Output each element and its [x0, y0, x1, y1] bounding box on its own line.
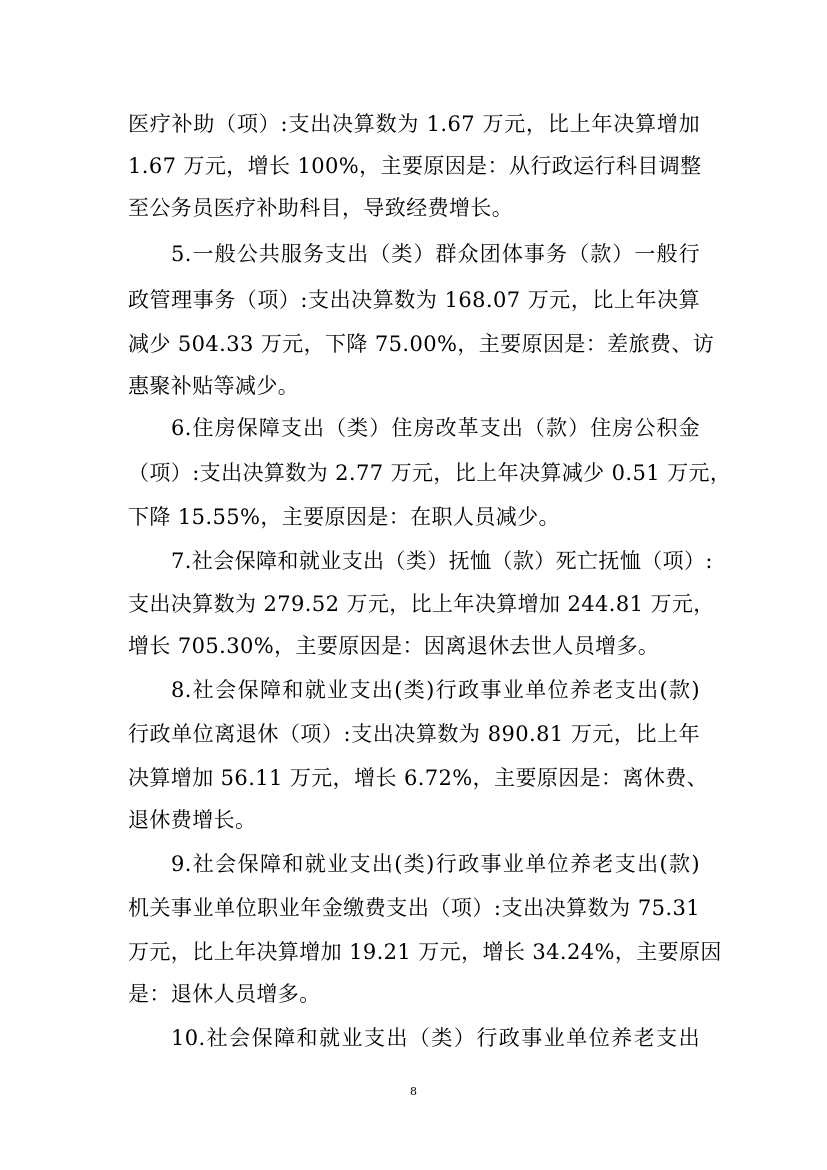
text-line: 下降 15.55%，主要原因是：在职人员减少。 — [128, 505, 560, 529]
text-line: 决算增加 56.11 万元，增长 6.72%，主要原因是：离休费、 — [128, 766, 709, 790]
paragraph-first-line: 6.住房保障支出（类）住房改革支出（款）住房公积金 — [171, 416, 700, 440]
text-line: 行政单位离退休（项）:支出决算数为 890.81 万元，比上年 — [128, 722, 700, 746]
text-line: （项）:支出决算数为 2.77 万元，比上年决算减少 0.51 万元， — [128, 461, 732, 485]
paragraph-first-line: 8.社会保障和就业支出(类)行政事业单位养老支出(款) — [171, 678, 700, 702]
text-line: 万元，比上年决算增加 19.21 万元，增长 34.24%，主要原因 — [128, 940, 722, 964]
paragraph-first-line: 5.一般公共服务支出（类）群众团体事务（款）一般行 — [171, 242, 700, 266]
text-line: 是：退休人员增多。 — [128, 982, 321, 1006]
text-line: 惠聚补贴等减少。 — [128, 374, 300, 398]
text-line: 1.67 万元，增长 100%，主要原因是：从行政运行科目调整 — [128, 154, 702, 178]
text-line: 支出决算数为 279.52 万元，比上年决算增加 244.81 万元， — [128, 592, 715, 616]
text-line: 机关事业单位职业年金缴费支出（项）:支出决算数为 75.31 — [128, 896, 700, 920]
text-line: 退休费增长。 — [128, 808, 257, 832]
paragraph-first-line: 7.社会保障和就业支出（类）抚恤（款）死亡抚恤（项）: — [171, 549, 713, 573]
page-number: 8 — [410, 1085, 417, 1098]
paragraph-first-line: 9.社会保障和就业支出(类)行政事业单位养老支出(款) — [171, 852, 700, 876]
paragraph-first-line: 10.社会保障和就业支出（类）行政事业单位养老支出 — [171, 1026, 700, 1050]
text-line: 至公务员医疗补助科目，导致经费增长。 — [128, 196, 514, 220]
text-line: 增长 705.30%，主要原因是：因离退休去世人员增多。 — [128, 634, 660, 658]
text-line: 减少 504.33 万元，下降 75.00%，主要原因是：差旅费、访 — [128, 332, 715, 356]
text-line: 政管理事务（项）:支出决算数为 168.07 万元，比上年决算 — [128, 288, 700, 312]
text-line: 医疗补助（项）:支出决算数为 1.67 万元，比上年决算增加 — [128, 112, 700, 136]
